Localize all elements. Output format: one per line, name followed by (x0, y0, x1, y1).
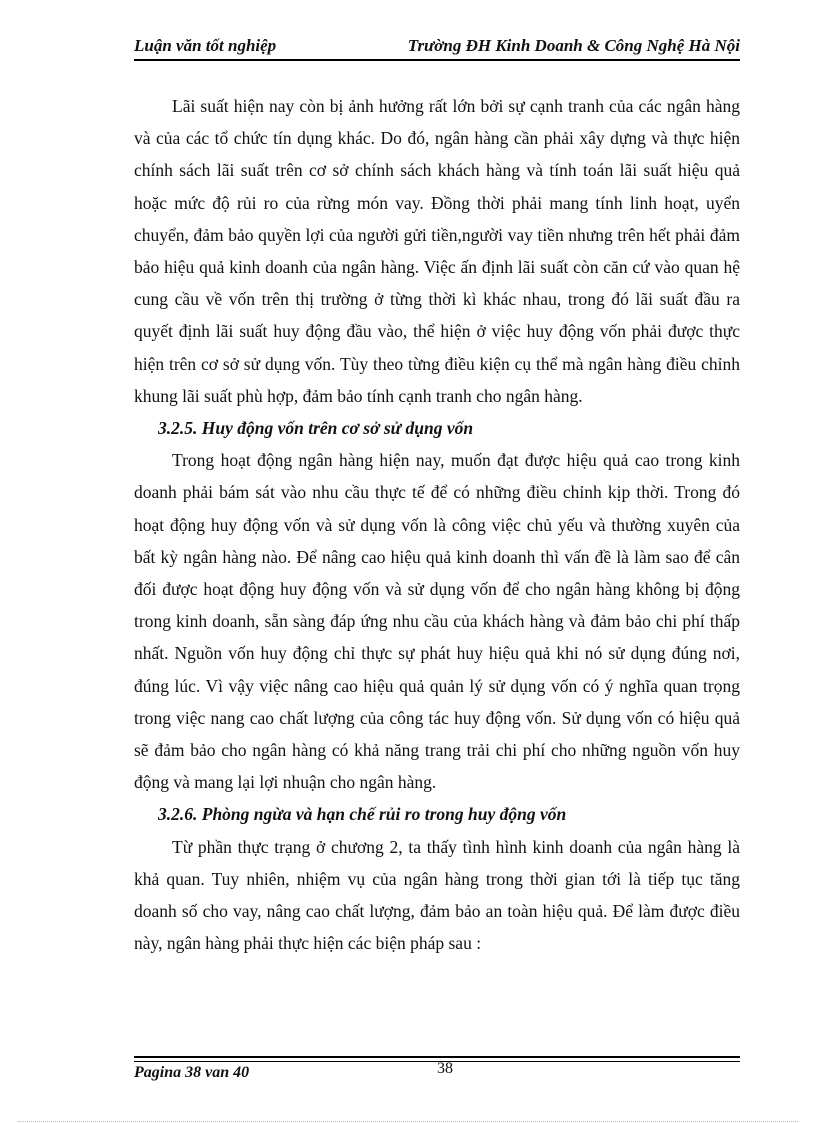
page-bottom-border (18, 1121, 798, 1122)
paragraph-interest-rate: Lãi suất hiện nay còn bị ảnh hưởng rất lớn bởi sự cạnh tranh của các ngân hàng và của các tổ chức tín dụng khác. Do đó, ngân hàng cần phải xây dựng và thực hiện chính sách lãi suất trên cơ sở chính sách khách hàng và tính toán lãi suất hiệu quả hoặc mức độ rủi ro của rừng món vay. Đồng thời phải mang tính linh hoạt, uyển chuyển, đảm bảo quyền lợi của người gửi tiền,người vay tiền nhưng trên hết phải đảm bảo hiệu quả kinh doanh của ngân hàng. Việc ấn định lãi suất còn căn cứ vào quan hệ cung cầu về vốn trên thị trường ở từng thời kì khác nhau, trong đó lãi suất đầu ra quyết định lãi suất huy động đầu vào, thể hiện ở việc huy động vốn phải được thực hiện trên cơ sở sử dụng vốn. Tùy theo từng điều kiện cụ thể mà ngân hàng điều chỉnh khung lãi suất phù hợp, đảm bảo tính cạnh tranh cho ngân hàng. (134, 96, 740, 406)
header-university-name: Trường ĐH Kinh Doanh & Công Nghệ Hà Nội (407, 36, 740, 55)
paragraph-risk-prevention: Từ phần thực trạng ở chương 2, ta thấy tình hình kinh doanh của ngân hàng là khả quan. Tuy nhiên, nhiệm vụ của ngân hàng trong thời gian tới là tiếp tục tăng doanh số cho vay, nâng cao chất lượng, đảm bảo an toàn hiệu quả. Để làm được điều này, ngân hàng phải thực hiện các biện pháp sau : (134, 836, 740, 954)
paragraph-capital-mobilization: Trong hoạt động ngân hàng hiện nay, muốn đạt được hiệu quả cao trong kinh doanh phải bám sát vào nhu cầu thực tế để có những điều chỉnh kịp thời. Trong đó hoạt động huy động vốn và sử dụng vốn là công việc chủ yếu và thường xuyên của bất kỳ ngân hàng nào. Để nâng cao hiệu quả kinh doanh thì vấn đề là làm sao để cân đối được hoạt động huy động vốn và sử dụng vốn để cho ngân hàng không bị động trong kinh doanh, sẵn sàng đáp ứng nhu cầu của khách hàng và đảm bảo chi phí thấp nhất. Nguồn vốn huy động chỉ thực sự phát huy hiệu quả khi nó sử dụng đúng nơi, đúng lúc. Vì vậy việc nâng cao hiệu quả quản lý sử dụng vốn có ý nghĩa quan trọng trong việc nang cao chất lượng của công tác huy động vốn. Sử dụng vốn có hiệu quả sẽ đảm bảo cho ngân hàng có khả năng trang trải chi phí cho những nguồn vốn huy động và mang lại lợi nhuận cho ngân hàng. (134, 450, 740, 793)
footer-divider-thick (134, 1056, 740, 1058)
page-header (134, 36, 740, 60)
header-thesis-label: Luận văn tốt nghiệp (134, 36, 277, 55)
section-heading-3-2-6: 3.2.6. Phòng ngừa và hạn chế rủi ro trong huy động vốn (158, 804, 567, 825)
footer-pagination-label: Pagina 38 van 40 (134, 1064, 250, 1081)
page-number: 38 (437, 1060, 453, 1077)
section-heading-3-2-5: 3.2.5. Huy động vốn trên cơ sở sử dụng vốn (158, 418, 474, 439)
document-body (134, 90, 740, 959)
header-divider (134, 59, 740, 61)
